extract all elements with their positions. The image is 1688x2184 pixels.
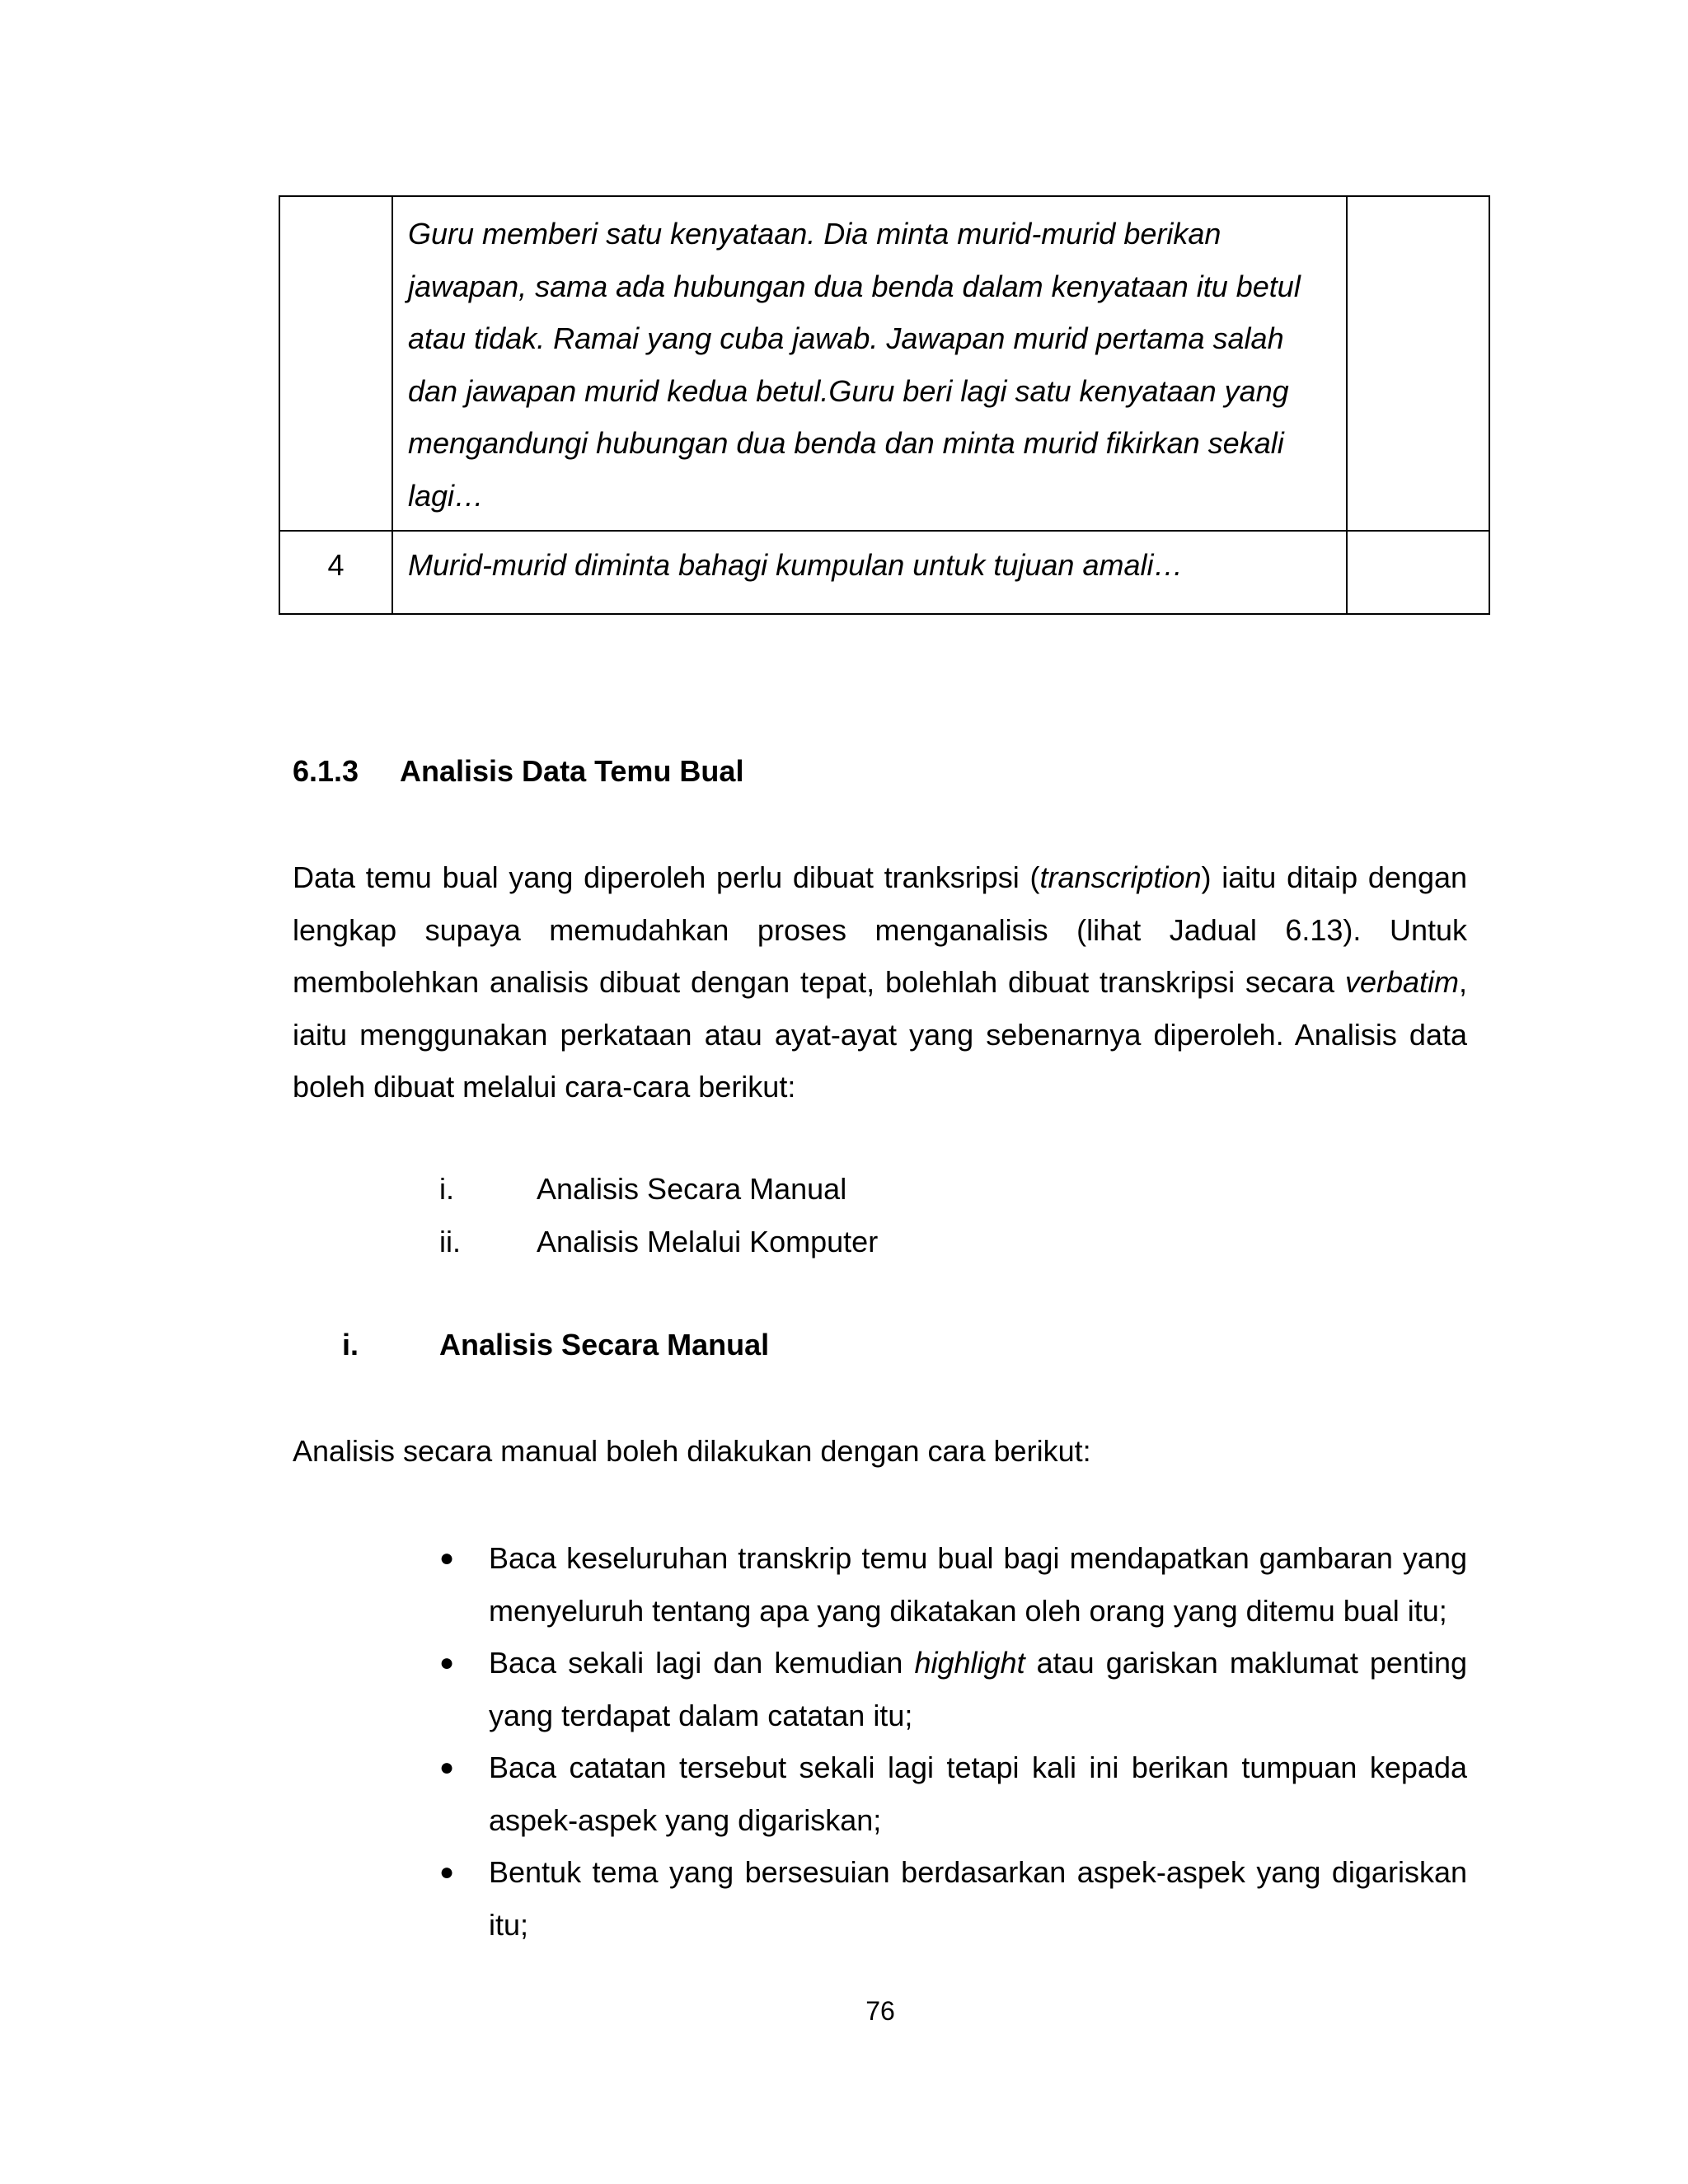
list-item-text-part: Baca sekali lagi dan kemudian	[489, 1646, 915, 1680]
subsection-heading	[342, 1320, 769, 1370]
row-remark-cell	[1347, 196, 1489, 531]
page-number: 76	[865, 1996, 895, 2026]
steps-list	[439, 1532, 1467, 1951]
list-numeral: ii.	[439, 1224, 461, 1258]
list-item-text: Baca catatan tersebut sekali lagi tetapi kali ini berikan tumpuan kepada aspek-aspek yang digariskan;	[489, 1750, 1467, 1837]
subsection-title: Analisis Secara Manual	[439, 1328, 770, 1361]
methods-list	[439, 1163, 878, 1268]
bullet-icon: ●	[439, 1858, 455, 1886]
row-number-cell	[279, 196, 392, 531]
paragraph-term: transcription	[1039, 860, 1202, 894]
list-item	[439, 1216, 878, 1268]
intro-text: Analisis secara manual boleh dilakukan dengan cara berikut:	[293, 1434, 1091, 1468]
list-item	[439, 1846, 1467, 1951]
section-heading	[293, 747, 743, 796]
list-item-text: Bentuk tema yang bersesuian berdasarkan aspek-aspek yang digariskan itu;	[489, 1855, 1467, 1942]
bullet-icon: ●	[439, 1649, 455, 1676]
list-item-term: highlight	[914, 1646, 1025, 1680]
observation-table	[279, 195, 1490, 615]
list-item	[439, 1637, 1467, 1741]
row-description-cell: Guru memberi satu kenyataan. Dia minta murid-murid berikan jawapan, sama ada hubungan dua benda dalam kenyataan itu betul atau tidak. Ramai yang cuba jawab. Jawapan murid pertama salah dan jawapan murid kedua betul.Guru beri lagi satu kenyataan yang mengandungi hubungan dua benda dan minta murid fikirkan sekali lagi…	[392, 196, 1347, 531]
subsection-numeral: i.	[342, 1328, 359, 1361]
row-remark-cell	[1347, 531, 1489, 614]
list-item-label: Analisis Secara Manual	[537, 1172, 847, 1206]
list-item	[439, 1532, 1467, 1637]
list-item-text-part: atau gariskan maklumat penting yang terdapat dalam catatan itu;	[489, 1646, 1467, 1732]
list-item	[439, 1741, 1467, 1846]
list-item	[439, 1163, 878, 1216]
section-number: 6.1.3	[293, 754, 359, 788]
list-item-text: Baca keseluruhan transkrip temu bual bagi mendapatkan gambaran yang menyeluruh tentang apa yang dikatakan oleh orang yang ditemu bual itu;	[489, 1541, 1467, 1628]
table-row	[279, 531, 1489, 614]
body-paragraph	[293, 851, 1467, 1113]
list-item-label: Analisis Melalui Komputer	[537, 1224, 879, 1258]
paragraph-text: Data temu bual yang diperoleh perlu dibuat tranksripsi (	[293, 860, 1040, 894]
list-numeral: i.	[439, 1172, 454, 1206]
row-description-cell: Murid-murid diminta bahagi kumpulan untuk tujuan amali…	[392, 531, 1347, 614]
row-number-cell: 4	[279, 531, 392, 614]
section-title: Analisis Data Temu Bual	[400, 754, 744, 788]
bullet-icon: ●	[439, 1754, 455, 1781]
table-row	[279, 196, 1489, 531]
paragraph-text: ) iaitu ditaip dengan lengkap supaya memudahkan proses menganalisis (lihat Jadual 6.13). Untuk membolehkan analisis dibuat dengan tepat, bolehlah dibuat transkripsi secara	[293, 860, 1468, 999]
bullet-icon: ●	[439, 1544, 455, 1572]
list-item-text	[489, 1637, 1467, 1741]
paragraph-term: verbatim	[1344, 965, 1459, 999]
paragraph-text: , iaitu menggunakan perkataan atau ayat-ayat yang sebenarnya diperoleh. Analisis data boleh dibuat melalui cara-cara berikut:	[293, 965, 1467, 1104]
